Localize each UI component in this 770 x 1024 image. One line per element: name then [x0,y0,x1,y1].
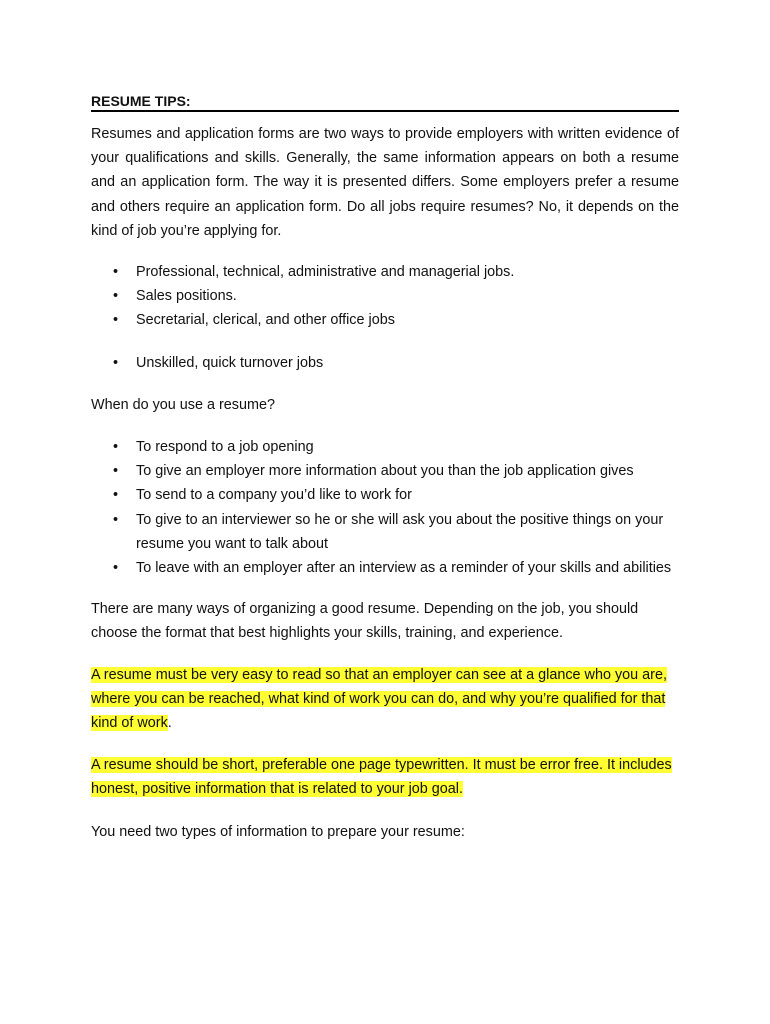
list-item [91,351,679,375]
list-item-text: Unskilled, quick turnover jobs [136,354,324,371]
list-item-text: Sales positions. [136,288,237,305]
bullet-icon: • [113,354,119,371]
section-heading: RESUME TIPS: [91,92,679,112]
bullet-icon: • [113,264,119,281]
list-item [91,459,679,483]
list-item [91,308,679,332]
job-types-list [91,260,679,333]
list-item-text: Secretarial, clerical, and other office jobs [136,312,395,329]
document-page [91,92,679,844]
easy-read-paragraph [91,663,679,736]
list-item-text: To give to an interviewer so he or she will ask you about the positive things on your resume you want to talk about [136,511,664,552]
job-types-list-extra [91,351,679,375]
list-item-text: To send to a company you’d like to work for [136,487,412,504]
list-item-text: To leave with an employer after an interview as a reminder of your skills and abilities [136,560,672,577]
when-question: When do you use a resume? [91,396,275,413]
list-item [91,483,679,507]
short-paragraph [91,753,679,801]
bullet-icon: • [113,511,119,528]
bullet-icon: • [113,312,119,329]
easy-read-end: . [167,715,172,732]
bullet-icon: • [113,560,119,577]
list-item [91,435,679,459]
bullet-icon: • [113,463,119,480]
intro-paragraph: Resumes and application forms are two ways to provide employers with written evidence of your qualifications and skills. Generally, the same information appears on both a resume and an application form. The way it is presented differs. Some employers prefer a resume and others require an application form. Do all jobs require resumes? No, it depends on the kind of job you’re applying for. [91,126,679,239]
highlighted-text: A resume must be very easy to read so that an employer can see at a glance who you are, where you can be reached, what kind of work you can do, and why you’re qualified for that kind of work [91,666,667,732]
two-types-paragraph: You need two types of information to prepare your resume: [91,823,465,840]
list-item [91,260,679,284]
list-item [91,284,679,308]
list-item-text: To give an employer more information about you than the job application gives [136,463,634,480]
highlighted-text: A resume should be short, preferable one page typewritten. It must be error free. It includes honest, positive information that is related to your job goal. [91,757,672,798]
list-item-text: Professional, technical, administrative and managerial jobs. [136,264,515,281]
bullet-icon: • [113,439,119,456]
list-item [91,508,679,556]
organizing-paragraph: There are many ways of organizing a good resume. Depending on the job, you should choose the format that best highlights your skills, training, and experience. [91,601,639,642]
list-item-text: To respond to a job opening [136,439,314,456]
bullet-icon: • [113,487,119,504]
when-list [91,435,679,580]
bullet-icon: • [113,288,119,305]
list-item [91,556,679,580]
